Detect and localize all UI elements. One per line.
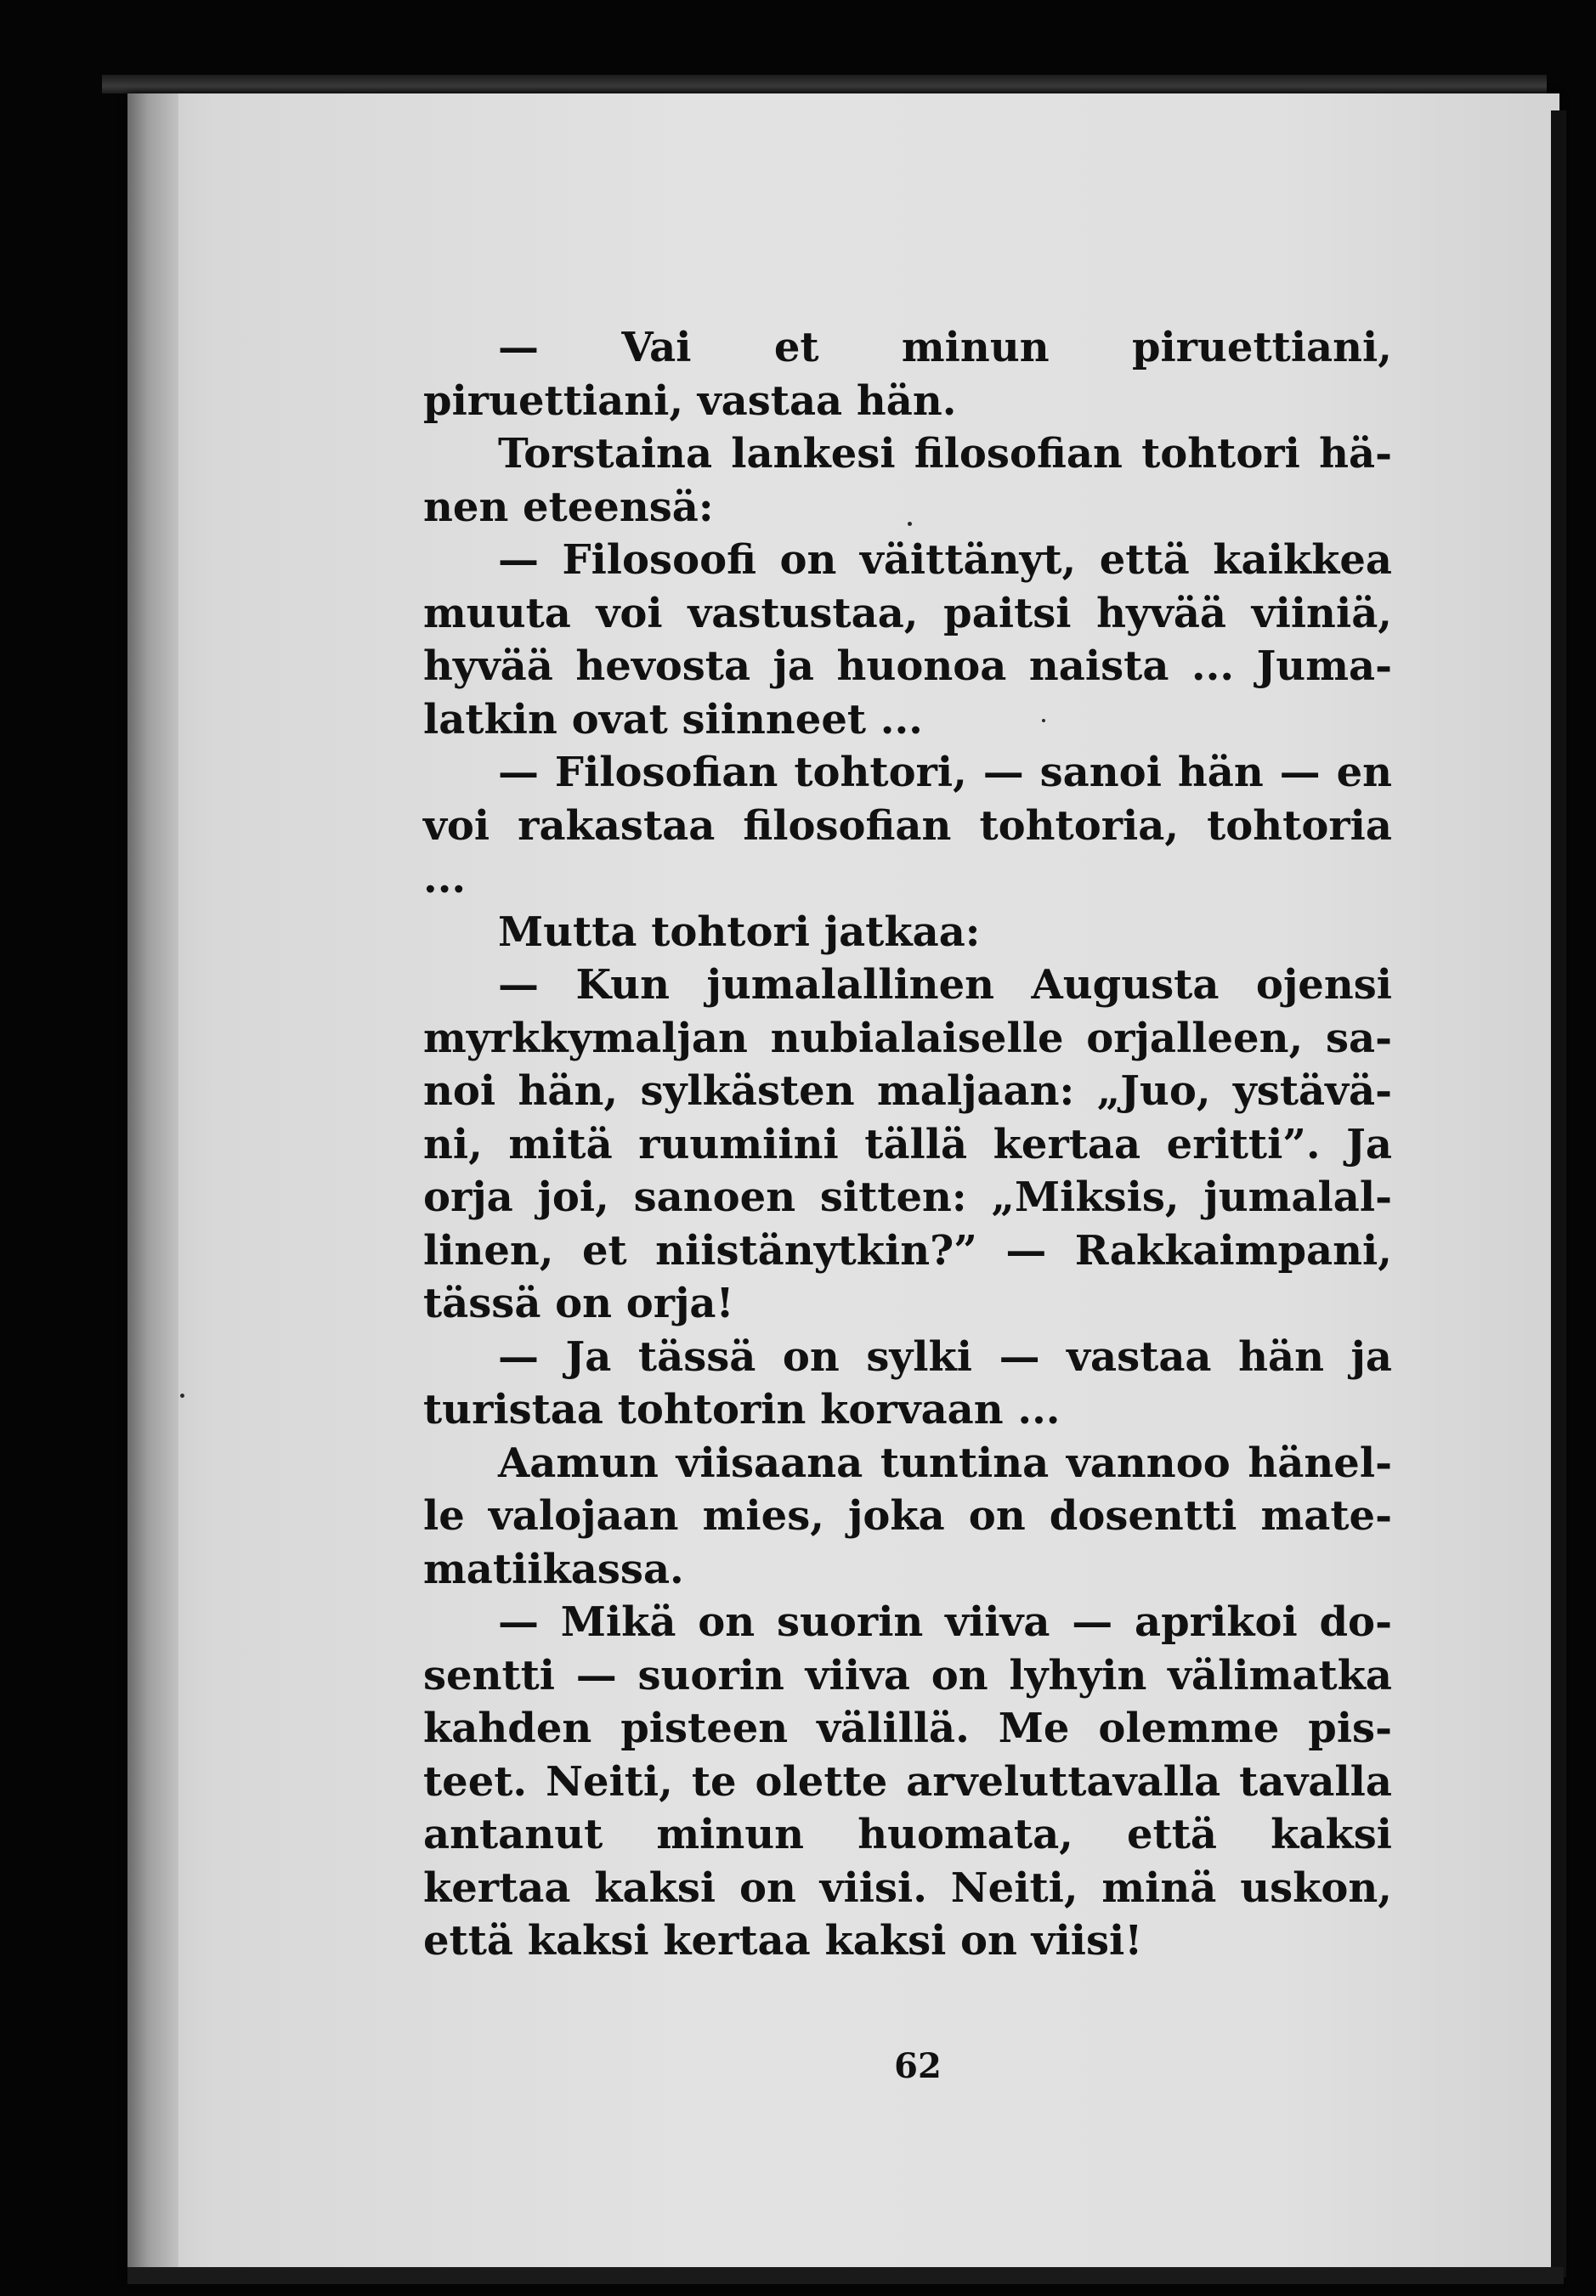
scan-top-edge [102, 75, 1547, 93]
paragraph: Aamun viisaana tuntina vannoo hänelle valojaan mies, joka on dosentti matematiikassa. [423, 1439, 1392, 1593]
paragraph: Mutta tohtori jatkaa: [498, 908, 981, 956]
paragraph: — Filosoofi on väittänyt, että kaikkea muuta voi vastustaa, paitsi hyvää viiniä, hyvää hevosta ja huonoa naista ... Jumalatkin ovat siinneet ... [423, 536, 1392, 744]
paragraph: — Mikä on suorin viiva — aprikoi dosentti — suorin viiva on lyhyin välimatka kahden pisteen välillä. Me olemme pisteet. Neiti, te olette arveluttavalla tavalla antanut minun huomata, että kaksi kertaa kaksi on viisi. Neiti, minä uskon, että kaksi kertaa kaksi on viisi! [423, 1598, 1392, 1965]
page-number: 62 [894, 2046, 942, 2086]
page-right-edge [1551, 110, 1566, 2277]
paragraph: — Filosofian tohtori, — sanoi hän — en voi rakastaa filosofian tohtoria, tohtoria ... [423, 749, 1392, 902]
paragraph: Torstaina lankesi filosofian tohtori hänen eteensä: [423, 430, 1392, 531]
paragraph: — Kun jumalallinen Augusta ojensi myrkkymaljan nubialaiselle orjalleen, sanoi hän, sylkästen maljaan: „Juo, ystäväni, mitä ruumiini tällä kertaa eritti”. Ja orja joi, sanoen sitten: „Miksis, jumalallinen, et niistänytkin?” — Rakkaimpani, tässä on orja! [423, 961, 1392, 1327]
paragraph: — Ja tässä on sylki — vastaa hän ja turistaa tohtorin korvaan ... [423, 1332, 1392, 1434]
body-text [423, 321, 1392, 1968]
scan-bottom-edge [127, 2267, 1564, 2284]
paragraph: — Vai et minun piruettiani, piruettiani, vastaa hän. [423, 324, 1392, 425]
page-spine-shadow [127, 93, 178, 2282]
dust-speck [180, 1394, 184, 1398]
